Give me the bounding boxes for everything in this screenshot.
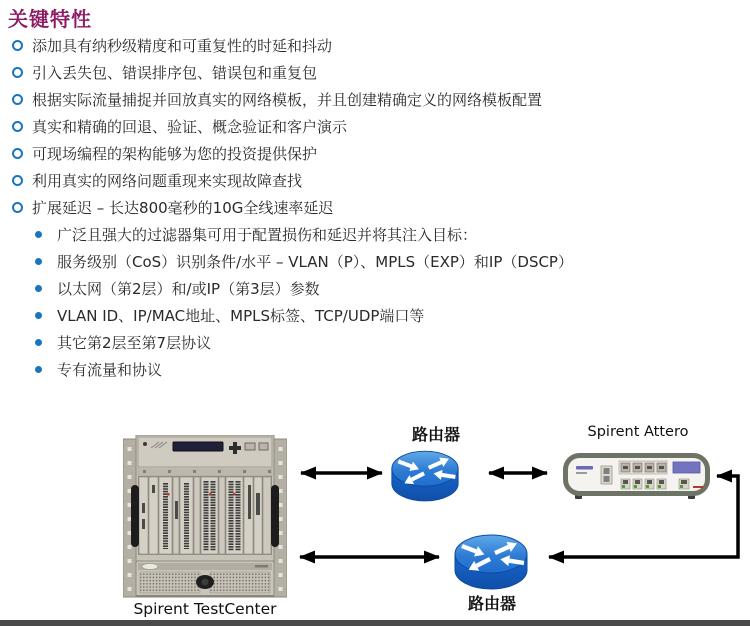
bullet-dot-icon <box>35 312 42 319</box>
connection-arrows <box>0 415 750 626</box>
feature-item <box>8 140 746 167</box>
attero-device-image <box>563 453 713 505</box>
bullet-ring-icon <box>12 94 23 105</box>
feature-sub-text: 以太网（第2层）和/或IP（第3层）参数 <box>57 280 320 298</box>
feature-sub-item <box>8 221 746 248</box>
feature-sub-item <box>8 329 746 356</box>
feature-item <box>8 32 746 59</box>
testcenter-chassis-image <box>123 435 287 601</box>
bullet-ring-icon <box>12 148 23 159</box>
key-features-section <box>8 7 746 383</box>
feature-sub-text: 广泛且强大的过滤器集可用于配置损伤和延迟并将其注入目标： <box>57 226 478 244</box>
feature-item <box>8 113 746 140</box>
router-icon <box>453 532 529 594</box>
router-bottom-label: 路由器 <box>467 594 516 613</box>
bullet-ring-icon <box>12 67 23 78</box>
page-title: 关键特性 <box>8 7 92 31</box>
feature-item <box>8 167 746 194</box>
testcenter-label: Spirent TestCenter <box>133 600 277 618</box>
feature-list <box>8 32 746 383</box>
feature-sub-item <box>8 248 746 275</box>
feature-text: 添加具有纳秒级精度和可重复性的时延和抖动 <box>32 37 333 55</box>
feature-item <box>8 59 746 86</box>
bullet-dot-icon <box>35 366 42 373</box>
bullet-ring-icon <box>12 40 23 51</box>
feature-sub-item <box>8 275 746 302</box>
feature-text: 根据实际流量捕捉并回放真实的网络模板，并且创建精确定义的网络模板配置 <box>32 91 543 109</box>
feature-sub-text: 服务级别（CoS）识别条件/水平 – VLAN（P）、MPLS（EXP）和IP（DSCP） <box>57 253 573 271</box>
bullet-ring-icon <box>12 202 23 213</box>
bullet-ring-icon <box>12 121 23 132</box>
feature-text: 利用真实的网络问题重现来实现故障查找 <box>32 172 303 190</box>
network-topology-diagram <box>0 415 750 626</box>
feature-item <box>8 86 746 113</box>
feature-sub-text: 其它第2层至第7层协议 <box>57 334 212 352</box>
feature-item <box>8 194 746 221</box>
page-bottom-divider <box>0 620 750 626</box>
bullet-dot-icon <box>35 285 42 292</box>
router-icon <box>390 448 460 506</box>
feature-sub-item <box>8 302 746 329</box>
attero-label: Spirent Attero <box>587 424 689 440</box>
bullet-dot-icon <box>35 231 42 238</box>
feature-sub-text: VLAN ID、IP/MAC地址、MPLS标签、TCP/UDP端口等 <box>57 307 425 325</box>
bullet-ring-icon <box>12 175 23 186</box>
feature-text: 引入丢失包、错误排序包、错误包和重复包 <box>32 64 318 82</box>
router-top-label: 路由器 <box>411 425 460 444</box>
bullet-dot-icon <box>35 339 42 346</box>
feature-text: 扩展延迟 – 长达800毫秒的10G全线速率延迟 <box>32 199 334 217</box>
feature-text: 真实和精确的回退、验证、概念验证和客户演示 <box>32 118 348 136</box>
feature-text: 可现场编程的架构能够为您的投资提供保护 <box>32 145 318 163</box>
feature-sub-item <box>8 356 746 383</box>
bullet-dot-icon <box>35 258 42 265</box>
feature-sub-text: 专有流量和协议 <box>57 361 163 379</box>
